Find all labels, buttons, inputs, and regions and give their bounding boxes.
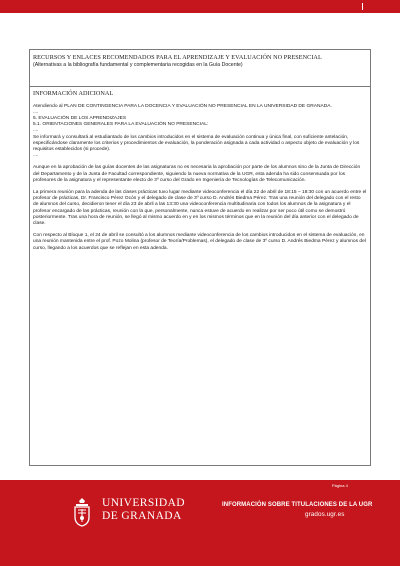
resources-section [29,49,371,87]
additional-info-title: INFORMACIÓN ADICIONAL [33,90,114,97]
degrees-site-link[interactable]: grados.ugr.es [305,511,345,518]
ellipsis-1: .... [33,109,39,115]
ellipsis-2: .... [33,128,39,134]
university-seal-icon [70,497,94,527]
inform-students-paragraph: Se informará y consultará al estudiantado de los cambios introducidos en el sistema de evaluación continua y única final, con suficiente antelación, especificándose claramente los criterios y procedimientos de evaluación, la ponderación asignada a cada actividad o aspecto objeto de evaluación y los requisitos establecidos (si procede). [33,134,360,152]
block1-paragraph: Con respecto al Bloque 1, el 24 de abril se consultó a los alumnos mediante videoconferencia de los cambios introducidos en el sistema de evaluación, en una reunión mantenida entre el prof. Pozo Molina (profesor de Teoría/Problemas), el delegado de clase de 3º curso D. Andrés Biedma Pérez y alumnos del curso, llegando a los acuerdos que se reflejan en esta adenda. [33,233,366,251]
first-meeting-paragraph: La primera reunión para la adenda de las clases prácticas tuvo lugar mediante videoconferencia el día 22 de abril de 18:15 – 18:30 con un acuerdo entre el profesor de prácticas, Dr. Francisco Pérez Ocón y el delegado de clase de 3º curso D. Andrés Biedma Pérez. Tras una reunión del delegado con el resto de alumnos del curso, decidieron tener el día 23 de abril a las 13:30 una videoconferencia multitudinaria con todos los alumnos de la asignatura y el profesor encargado de las prácticas, reunión con la que, personalmente, nunca estuve de acuerdo en realizar por ser poco útil como se demostró posteriormente. Tras una hora de reunión, se llegó al mismo acuerdo en y en los mismos términos que en la reunión del día anterior con el delegado de clase. [33,189,367,226]
page-number: Página 4 [332,483,348,488]
degrees-info-link[interactable]: INFORMACIÓN SOBRE TITULACIONES DE LA UGR [222,502,373,508]
footer [0,480,400,566]
approval-paragraph: Aunque en la aprobación de las guías docentes de las asignaturas no es necesaria la aprobación por parte de los alumnos sino de la Junta de Dirección del Departamento y de la Junta de Facultad correspondiente, siguiendo la nueva normativa de la UGR, esta adenda ha sido consensuada por los profesores de la asignatura y el representante electo de 3º curso del Grado en Ingeniería de Tecnologías de Telecomunicación. [33,165,361,183]
guidelines-heading: 5.1. ORIENTACIONES GENERALES PARA LA EVALUACIÓN NO PRESENCIAL: [33,122,209,128]
contingency-paragraph: Atendiendo al PLAN DE CONTINGENCIA PARA LA DOCENCIA Y EVALUACIÓN NO PRESENCIAL EN LA UNIVERSIDAD DE GRANADA. [33,103,332,109]
ellipsis-3: .... [33,153,39,159]
top-red-bar [0,0,400,13]
university-name-line1: UNIVERSIDAD [102,497,185,509]
top-bar-tick [362,3,363,10]
evaluation-heading: 5. EVALUACIÓN DE LOS APRENDIZAJES [33,115,127,121]
university-name [102,497,185,522]
additional-info-section [29,86,371,466]
resources-subtitle: (Alternativas a la bibliografía fundamental y complementaria recogidas en la Guía Docente) [33,61,243,68]
resources-title: RECURSOS Y ENLACES RECOMENDADOS PARA EL APRENDIZAJE Y EVALUACIÓN NO PRESENCIAL [33,54,322,61]
university-name-line2: DE GRANADA [102,509,182,522]
